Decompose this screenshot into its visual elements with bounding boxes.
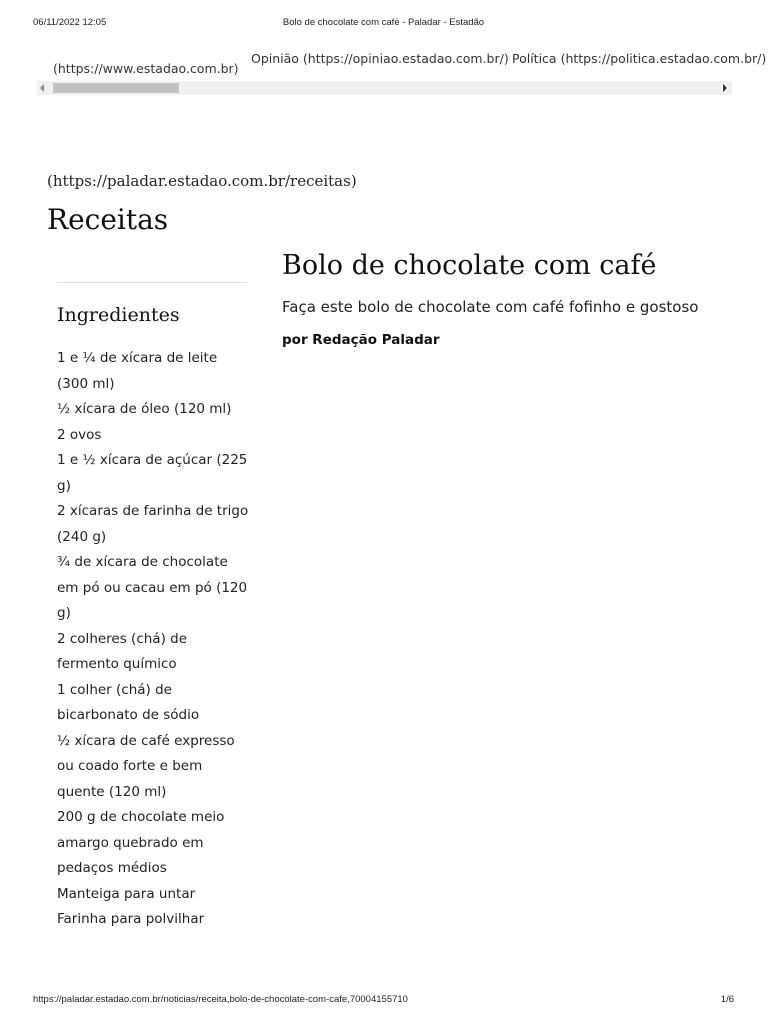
- article-title: Bolo de chocolate com café: [282, 250, 657, 281]
- print-footer: [33, 994, 734, 1008]
- scrollbar-thumb[interactable]: [53, 83, 179, 93]
- article-byline: por Redação Paladar: [282, 332, 440, 348]
- scroll-right-arrow-icon[interactable]: [723, 84, 727, 92]
- home-link[interactable]: (https://www.estadao.com.br): [53, 61, 239, 76]
- ingredient-item: 1 e ¼ de xícara de leite (300 ml): [57, 350, 218, 392]
- ingredient-item: ¾ de xícara de chocolate em pó ou cacau em pó (120 g): [57, 554, 248, 621]
- ingredients-title: Ingredientes: [57, 304, 180, 326]
- ingredient-item: 1 colher (chá) de bicarbonato de sódio: [57, 681, 200, 723]
- print-footer-url: https://paladar.estadao.com.br/noticias/receita,bolo-de-chocolate-com-cafe,70004155710: [33, 994, 408, 1005]
- ingredient-item: Farinha para polvilhar: [57, 911, 205, 927]
- ingredient-item: 1 e ½ xícara de açúcar (225 g): [57, 452, 248, 494]
- print-page-number: 1/6: [720, 994, 734, 1005]
- print-datetime: 06/11/2022 12:05: [33, 17, 107, 28]
- article-subtitle: Faça este bolo de chocolate com café fofinho e gostoso: [282, 298, 699, 316]
- section-link-receitas[interactable]: (https://paladar.estadao.com.br/receitas): [47, 172, 357, 190]
- print-page-title: Bolo de chocolate com café - Paladar - Estadão: [282, 17, 485, 28]
- top-nav: [0, 50, 768, 80]
- nav-item-opiniao[interactable]: Opinião (https://opiniao.estadao.com.br/): [251, 51, 509, 66]
- horizontal-scrollbar[interactable]: [37, 81, 732, 95]
- sidebar-divider: [57, 282, 247, 283]
- section-title: Receitas: [47, 203, 169, 236]
- scroll-left-arrow-icon[interactable]: [40, 84, 44, 92]
- ingredient-item: 2 xícaras de farinha de trigo (240 g): [57, 503, 249, 545]
- print-header: [33, 17, 734, 31]
- ingredients-list: [57, 346, 249, 933]
- ingredient-item: 2 colheres (chá) de fermento químico: [57, 630, 188, 672]
- ingredient-item: ½ xícara de café expresso ou coado forte e bem quente (120 ml): [57, 732, 235, 800]
- ingredient-item: 200 g de chocolate meio amargo quebrado em pedaços médios: [57, 809, 225, 876]
- ingredient-item: ½ xícara de óleo (120 ml): [57, 401, 232, 417]
- nav-item-politica[interactable]: Política (https://politica.estadao.com.br/): [512, 51, 767, 66]
- ingredient-item: Manteiga para untar: [57, 885, 196, 902]
- ingredient-item: 2 ovos: [57, 426, 102, 443]
